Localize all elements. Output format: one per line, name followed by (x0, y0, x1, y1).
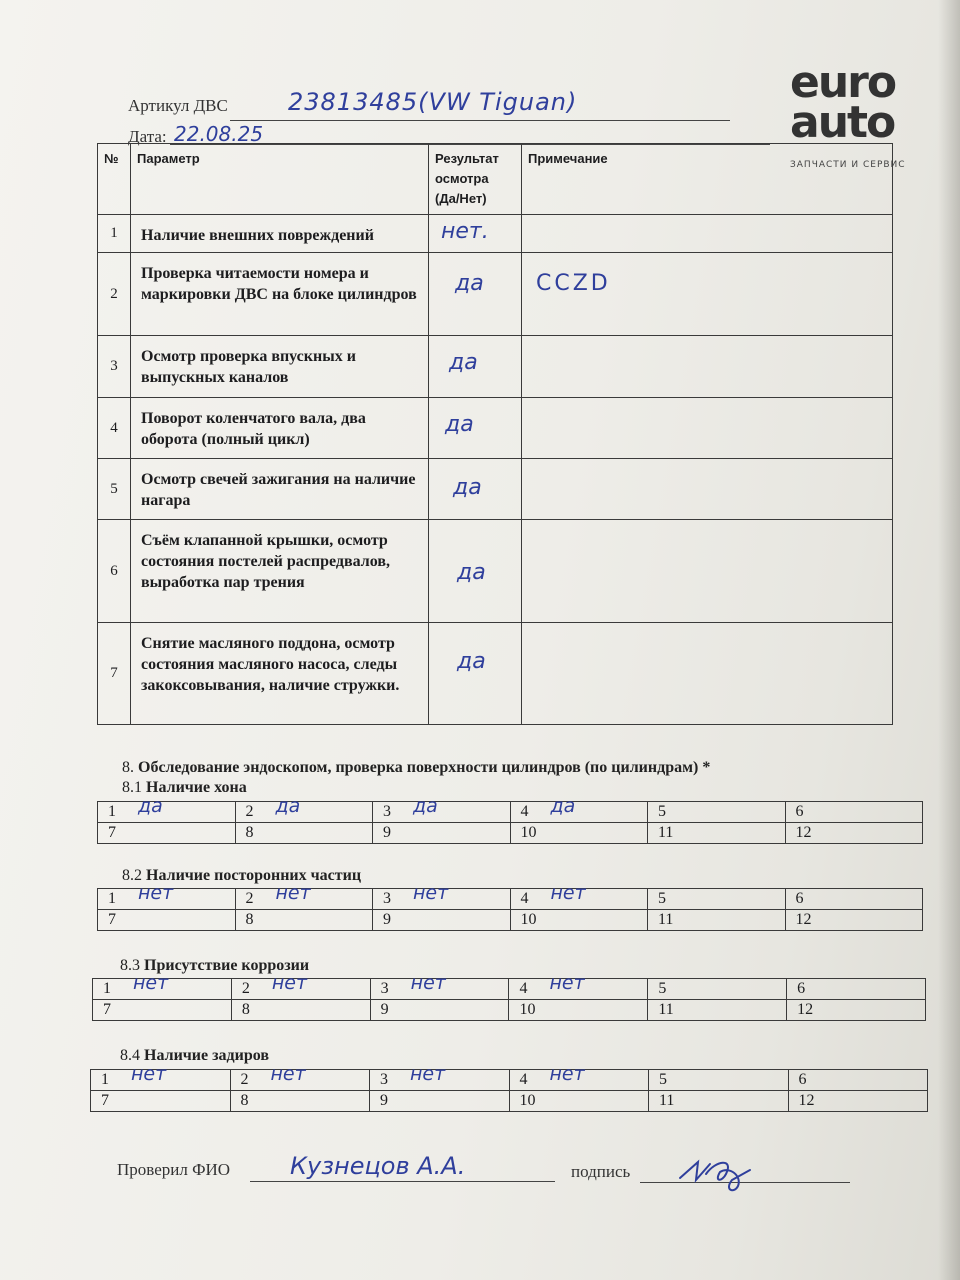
table-row (98, 215, 893, 253)
cell-num: 6 (795, 890, 804, 907)
table-row (98, 253, 893, 336)
row-num: 7 (98, 623, 131, 725)
grid-cell (235, 795, 373, 823)
grid-cell (648, 802, 786, 823)
cell-value: да (550, 795, 576, 817)
cell-num: 6 (798, 1071, 807, 1088)
cell-num: 8 (245, 911, 254, 928)
cell-num: 11 (658, 1001, 674, 1018)
cell-value: нет (549, 1063, 585, 1085)
grid-cell (648, 889, 786, 910)
signature-label: подпись (571, 1162, 631, 1181)
grid-cell (509, 972, 648, 1000)
cell-value: нет (410, 972, 446, 994)
cell-num: 8 (241, 1001, 250, 1018)
grid-cell (98, 910, 236, 931)
cell-num: 9 (380, 1001, 389, 1018)
section-label: Наличие задиров (144, 1047, 270, 1064)
grid-cell (510, 823, 648, 844)
grid-cell (235, 882, 373, 910)
grid-row (91, 1070, 928, 1091)
grid-cell (509, 1063, 649, 1091)
cell-num: 5 (658, 980, 667, 997)
cell-num: 7 (101, 1092, 109, 1109)
row-param: Снятие масляного поддона, осмотр состояния масляного насоса, следы закоксовывания, наличие стружки. (131, 623, 429, 725)
grid-cell (93, 1000, 232, 1021)
grid-cell (785, 910, 923, 931)
cell-num: 2 (241, 980, 250, 997)
inspection-table (97, 143, 893, 725)
cell-num: 10 (519, 1001, 536, 1018)
section-label: Наличие посторонних частиц (146, 867, 362, 884)
grid-cell (370, 1091, 510, 1112)
cell-num: 12 (798, 1092, 815, 1109)
row-result: нет. (441, 219, 489, 244)
row-note-cell (522, 520, 893, 623)
cell-value: нет (138, 882, 174, 904)
cell-num: 12 (795, 911, 812, 928)
grid-row (98, 889, 923, 910)
row-result: да (455, 271, 484, 296)
header-param: Параметр (131, 144, 429, 215)
endoscope-title-text: Обследование эндоскопом, проверка поверхности цилиндров (по цилиндрам) * (138, 759, 711, 776)
table-header-row (98, 144, 893, 215)
grid-cell (370, 1000, 509, 1021)
article-value: 23813485(VW Tiguan) (288, 88, 578, 116)
cell-num: 2 (240, 1071, 249, 1088)
cell-num: 6 (795, 803, 804, 820)
row-note-cell (522, 623, 893, 725)
cell-num: 9 (383, 824, 391, 841)
table-row (98, 336, 893, 398)
table-row (98, 398, 893, 459)
row-result: да (445, 412, 474, 437)
grid-cell (648, 1000, 787, 1021)
row-note-cell (522, 253, 893, 336)
grid-cell (785, 802, 923, 823)
row-note-cell (522, 398, 893, 459)
grid-cell (788, 1091, 928, 1112)
cell-value: нет (131, 1063, 167, 1085)
grid-cell (785, 889, 923, 910)
row-param: Съём клапанной крышки, осмотр состояния постелей распредвалов, выработка пар трения (131, 520, 429, 623)
cell-value: нет (413, 882, 449, 904)
row-result-cell (429, 253, 522, 336)
cell-num: 7 (108, 824, 116, 841)
grid-cell (231, 1000, 370, 1021)
grid-cell (510, 910, 648, 931)
grid-row (93, 1000, 926, 1021)
grid-cell (648, 910, 786, 931)
grid-row (93, 979, 926, 1000)
row-note-cell (522, 459, 893, 520)
cell-value: нет (133, 972, 169, 994)
grid-cell (93, 972, 232, 1000)
logo-line-2: auto (790, 97, 895, 148)
row-param: Проверка читаемости номера и маркировки ДВС на блоке цилиндров (131, 253, 429, 336)
endoscope-title (122, 759, 710, 777)
checked-label: Проверил ФИО (117, 1160, 231, 1179)
grid-cell (373, 910, 511, 931)
grid-cell (231, 972, 370, 1000)
row-result-cell (429, 215, 522, 253)
cell-value: нет (549, 972, 585, 994)
logo-tagline: ЗАПЧАСТИ И СЕРВИС (790, 160, 906, 170)
row-num: 2 (98, 253, 131, 336)
grid-cell (649, 1091, 789, 1112)
article-underline (230, 120, 730, 121)
cell-num: 1 (103, 980, 111, 997)
table-row (98, 459, 893, 520)
grid-cell (509, 1000, 648, 1021)
logo-line-1: euro (790, 57, 896, 108)
cell-num: 8 (240, 1092, 249, 1109)
grid-cell (785, 823, 923, 844)
endoscope-title-num: 8. (122, 759, 134, 776)
section-num: 8.3 (120, 957, 140, 974)
cell-num: 11 (658, 824, 674, 841)
cell-num: 8 (245, 824, 254, 841)
row-note-cell (522, 215, 893, 253)
cell-value: нет (410, 1063, 446, 1085)
cell-num: 10 (519, 1092, 536, 1109)
row-result-cell (429, 520, 522, 623)
grid-cell (510, 795, 648, 823)
copy-shadow (938, 0, 960, 1280)
cell-num: 10 (520, 824, 537, 841)
grid-cell (370, 972, 509, 1000)
cell-num: 9 (380, 1092, 388, 1109)
row-result-cell (429, 459, 522, 520)
grid-cell (98, 823, 236, 844)
cell-num: 4 (519, 1071, 528, 1088)
cell-num: 10 (520, 911, 537, 928)
table-row (98, 520, 893, 623)
grid-row (98, 910, 923, 931)
row-param: Наличие внешних повреждений (131, 215, 429, 253)
grid-cell (230, 1063, 370, 1091)
cell-num: 5 (659, 1071, 667, 1088)
cell-num: 5 (658, 803, 666, 820)
row-num: 3 (98, 336, 131, 398)
cell-num: 3 (383, 890, 391, 907)
grid-row (91, 1091, 928, 1112)
signature-icon (676, 1150, 766, 1196)
grid-cell (98, 795, 236, 823)
grid-8-2 (97, 882, 923, 931)
grid-8-3 (92, 972, 926, 1021)
cell-value: нет (550, 882, 586, 904)
cell-value: да (275, 795, 301, 817)
grid-cell (787, 1000, 926, 1021)
row-param: Осмотр свечей зажигания на наличие нагара (131, 459, 429, 520)
row-note-cell (522, 336, 893, 398)
grid-8-1 (97, 795, 923, 844)
grid-cell (648, 979, 787, 1000)
grid-cell (235, 910, 373, 931)
row-num: 6 (98, 520, 131, 623)
row-result-cell (429, 623, 522, 725)
grid-cell (235, 823, 373, 844)
section-num: 8.1 (122, 779, 142, 796)
header-result: Результат осмотра (Да/Нет) (429, 144, 522, 215)
cell-num: 3 (380, 980, 389, 997)
article-label: Артикул ДВС (128, 96, 228, 115)
header-num: № (98, 144, 131, 215)
grid-cell (509, 1091, 649, 1112)
cell-num: 4 (520, 890, 529, 907)
cell-num: 3 (383, 803, 391, 820)
cell-num: 7 (103, 1001, 111, 1018)
grid-cell (648, 823, 786, 844)
section-num: 8.2 (122, 867, 142, 884)
cell-num: 1 (108, 803, 116, 820)
grid-row (98, 823, 923, 844)
grid-cell (230, 1091, 370, 1112)
row-num: 4 (98, 398, 131, 459)
section-num: 8.4 (120, 1047, 140, 1064)
grid-cell (370, 1063, 510, 1091)
cell-value: да (413, 795, 438, 817)
grid-row (98, 802, 923, 823)
row-result: да (457, 649, 486, 674)
row-num: 5 (98, 459, 131, 520)
row-result-cell (429, 336, 522, 398)
date-label: Дата: (128, 127, 167, 146)
cell-num: 9 (383, 911, 391, 928)
grid-cell (787, 979, 926, 1000)
cell-value: нет (271, 972, 308, 994)
cell-num: 1 (101, 1071, 109, 1088)
cell-value: да (138, 795, 163, 817)
grid-cell (373, 882, 511, 910)
row-note: CCZD (536, 271, 611, 296)
cell-num: 4 (519, 980, 528, 997)
row-param: Поворот коленчатого вала, два оборота (полный цикл) (131, 398, 429, 459)
grid-cell (91, 1091, 231, 1112)
checked-underline (250, 1181, 555, 1182)
header-note: Примечание (522, 144, 893, 215)
cell-num: 11 (659, 1092, 675, 1109)
grid-cell (788, 1070, 928, 1091)
row-result: да (457, 560, 486, 585)
cell-num: 11 (658, 911, 674, 928)
table-row (98, 623, 893, 725)
cell-value: нет (270, 1063, 306, 1085)
row-result: да (449, 350, 478, 375)
row-result-cell (429, 398, 522, 459)
grid-cell (510, 882, 648, 910)
grid-cell (91, 1063, 231, 1091)
row-num: 1 (98, 215, 131, 253)
row-result: да (453, 475, 482, 500)
grid-8-4 (90, 1063, 928, 1112)
cell-num: 12 (797, 1001, 814, 1018)
cell-num: 2 (245, 803, 254, 820)
date-value: 22.08.25 (174, 122, 264, 146)
cell-num: 5 (658, 890, 666, 907)
cell-num: 4 (520, 803, 529, 820)
row-param: Осмотр проверка впускных и выпускных каналов (131, 336, 429, 398)
cell-value: нет (275, 882, 311, 904)
grid-cell (98, 882, 236, 910)
grid-cell (373, 795, 511, 823)
checked-value: Кузнецов А.А. (290, 1152, 466, 1180)
grid-cell (373, 823, 511, 844)
section-label: Наличие хона (146, 779, 247, 796)
cell-num: 12 (795, 824, 812, 841)
grid-cell (649, 1070, 789, 1091)
cell-num: 6 (797, 980, 806, 997)
cell-num: 3 (380, 1071, 388, 1088)
cell-num: 1 (108, 890, 116, 907)
cell-num: 2 (245, 890, 254, 907)
section-label: Присутствие коррозии (144, 957, 310, 974)
cell-num: 7 (108, 911, 116, 928)
